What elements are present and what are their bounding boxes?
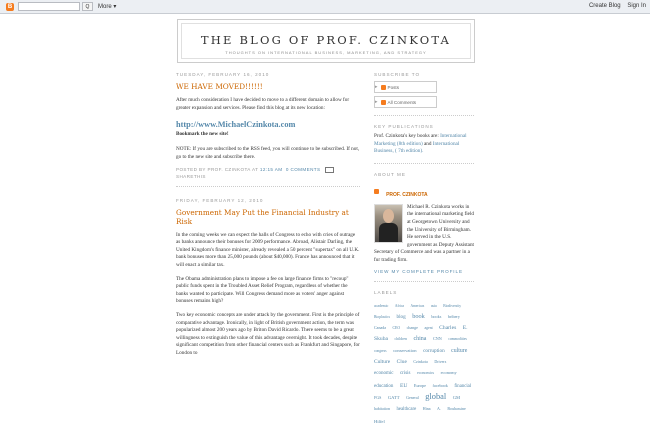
label-link[interactable]: GATT [387,394,400,400]
label-link[interactable]: CNN [432,336,442,342]
post-paragraph: In the coming weeks we can expect the halls of Congress to echo with cries of outrage as banks announce their bonuses for 2009 performance. Abroad, Alistair Darling, the United Kingdom's finance minister, already revealed a 50 percent "supertax" on all U.K. bank bonuses more than 25,000 pounds (about $40,000). France has announced that it will enact a similar tax. [176,231,360,268]
label-link[interactable]: Skuba [374,336,388,343]
label-link[interactable]: Bioplastics [374,314,390,319]
blog-header [177,19,475,63]
author-name-row [374,181,474,200]
label-link[interactable]: change [406,325,418,331]
blogger-profile-icon [374,189,379,194]
label-link[interactable]: healthcare [396,407,417,413]
subscribe-comments-button[interactable]: ▸ All Comments [374,96,437,108]
label-link[interactable]: commodities [448,337,467,342]
expand-arrow-icon: ▸ [375,99,378,105]
label-link[interactable]: conservation [393,347,417,353]
label-link[interactable]: academic [374,303,389,308]
label-link[interactable]: Bouhassine [447,406,466,412]
expand-arrow-icon: ▸ [375,84,378,90]
labels-cloud [374,299,474,426]
label-link[interactable]: Hina [422,406,431,412]
label-link[interactable]: Czinkota [413,359,428,365]
post-bold-text: Bookmark the new site! [176,131,229,138]
label-link[interactable]: Biodiversity [443,303,461,308]
label-link[interactable]: financial [454,383,472,389]
label-link[interactable]: book [412,312,425,320]
subscribe-heading: SUBSCRIBE TO [374,72,421,77]
view-profile-link[interactable]: VIEW MY COMPLETE PROFILE [374,268,463,274]
sharethis-link[interactable]: SHARETHIS [176,174,206,180]
post-paragraph: Two key economic concepts are under attack by the government. First is the principle of comparative advantage. Ironically, in light of British government action, the term was popularized almost 200 years ago by Briton David Ricardo. There seems to be a great willingness to extinguish the value of this advantage overnight. It took decades, despite significant competition from other financial centers such as Frankfurt and Singapore, for London to [176,311,360,356]
blog-title[interactable]: THE BLOG OF PROF. CZINKOTA [200,33,452,47]
label-link[interactable]: Canada [374,325,386,331]
label-link[interactable]: bribery [447,313,460,319]
label-link[interactable]: asia [430,303,437,308]
email-post-icon[interactable] [325,167,334,173]
label-link[interactable]: corruption [423,347,445,354]
blogger-logo-icon[interactable]: B [7,3,13,10]
new-site-link[interactable]: http://www.MichaelCzinkota.com [176,120,296,130]
post [176,198,360,358]
author-bio: Michael R. Czinkota works in the international marketing field at Georgetown University and the University of Birmingham. He served in the U.S. government as Deputy Assistant Secretary of Commerce and was a partner in a fur trading firm. [374,203,474,263]
label-link[interactable]: EU [399,382,408,389]
create-blog-link[interactable]: Create Blog [588,3,621,9]
label-link[interactable]: GM [452,394,461,400]
search-button[interactable] [82,2,93,11]
author-photo[interactable] [374,204,403,243]
sign-in-link[interactable]: Sign In [627,3,646,9]
label-link[interactable]: Hilfel [374,418,385,424]
blog-description: THOUGHTS ON INTERNATIONAL BUSINESS, MARKETING, AND STRATEGY [225,50,427,55]
post-time-link[interactable]: 12:15 AM [259,167,283,173]
book-link-marketing[interactable]: International Marketing (8th edition) [374,133,467,147]
label-link[interactable]: Europe [413,382,426,388]
label-link[interactable]: General [406,394,419,400]
publications-heading: KEY PUBLICATIONS [374,124,434,129]
label-link[interactable]: congress [374,348,387,353]
label-link[interactable]: economics [417,370,435,376]
label-link[interactable]: children [394,337,407,342]
publications-text: Prof. Czinkota's key books are: International Marketing (8th edition) and International Business, ( 7th edition). [374,133,467,155]
label-link[interactable]: E. [462,325,468,332]
post [176,72,360,187]
label-link[interactable]: Drivers [434,359,447,365]
chevron-down-icon: ▾ [113,4,117,10]
author-name-link[interactable]: PROF. CZINKOTA [386,191,428,198]
label-link[interactable]: agent [424,326,433,331]
label-link[interactable]: economy [440,370,457,376]
label-link[interactable]: habitation [374,406,390,412]
post-date: TUESDAY, FEBRUARY 16, 2010 [176,72,270,77]
search-icon: Q [85,3,90,10]
label-link[interactable]: Americas [410,303,425,308]
label-link[interactable]: crisis [399,371,411,377]
label-link[interactable]: education [374,383,394,389]
label-link[interactable]: Clue [396,359,407,366]
label-link[interactable]: A. [437,406,441,412]
feed-icon [381,85,386,90]
more-menu[interactable]: More ▾ [98,4,117,10]
post-note: NOTE: If you are subscribed to the RSS feed, you will continue to be subscribed. If not, go to the new site and subscribe there. [176,146,360,160]
book-link-business[interactable]: International Business, ( 7th edition). [374,140,460,155]
post-title[interactable]: Government May Put the Financial Industry at Risk [176,207,349,226]
sidebar [374,72,474,426]
post-author-text: POSTED BY PROF. CZINKOTA AT [176,167,259,173]
label-link[interactable]: CEO [392,326,401,331]
post-date: FRIDAY, FEBRUARY 12, 2010 [176,197,264,203]
label-link[interactable]: books [431,313,442,319]
labels-heading: LABELS [374,289,398,295]
label-link[interactable]: china [413,336,427,343]
comments-link[interactable]: 0 COMMENTS [285,167,321,173]
blogger-navbar [0,0,650,14]
post-footer [176,167,360,186]
post-paragraph: The Obama administration plans to impose a fee on large finance firms to "recoup" public funds spent in the Troubled Asset Relief Program, regardless of whether the banks wanted to participate. Will Congress demand more as voters' anger against bonuses remains high? [176,275,349,305]
label-link[interactable]: facebook [432,382,448,388]
about-heading: ABOUT ME [374,171,406,177]
main-column [176,72,360,364]
post-paragraph: After much consideration I have decided to move to a different domain to allow for greater expansion and services. Please find this blog at its new location: [176,97,350,111]
label-link[interactable]: Culture [374,359,391,366]
search-input[interactable] [18,2,80,11]
label-link[interactable]: Charles [439,325,457,332]
label-link[interactable]: global [425,391,447,401]
label-link[interactable]: blog [396,313,406,320]
feed-icon [381,100,386,105]
label-link[interactable]: Africa [394,303,405,308]
label-link[interactable]: FGS [374,394,382,400]
subscribe-posts-button[interactable]: ▸ Posts [374,81,437,93]
label-link[interactable]: culture [451,347,468,354]
label-link[interactable]: economic [374,371,394,377]
post-title[interactable]: WE HAVE MOVED!!!!!! [176,82,263,91]
